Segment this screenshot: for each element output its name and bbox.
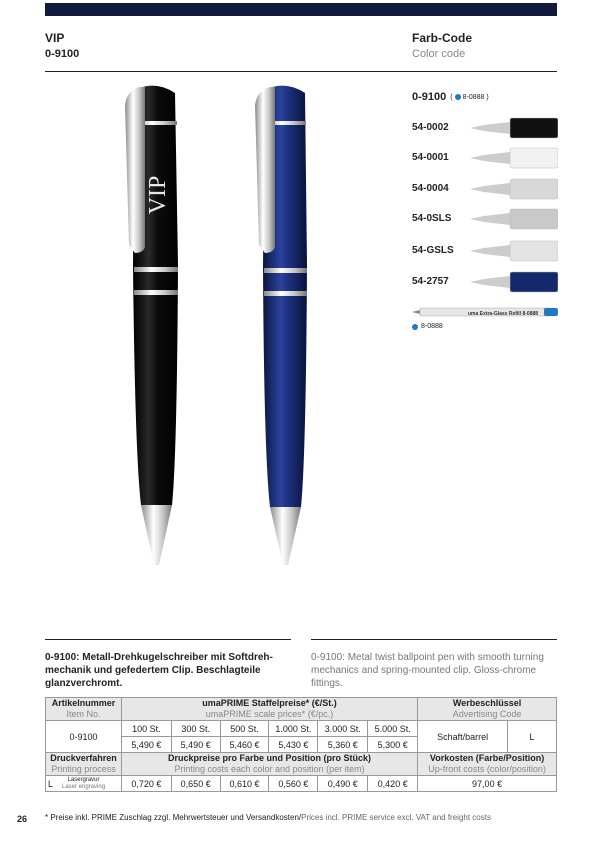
advertising-code: L: [508, 721, 557, 753]
variant-code: 54-0SLS: [412, 213, 452, 224]
advertising-position: Schaft/barrel: [418, 721, 508, 753]
print-price-cell: 0,490 €: [318, 776, 368, 792]
color-variant-row: [412, 146, 558, 170]
setup-cost: 97,00 €: [418, 776, 557, 792]
variant-code: 54-2757: [412, 276, 449, 287]
description-en: 0-9100: Metal twist ballpoint pen with smooth turning mechanics and spring-mounted clip. Gloss-chrome fittings.: [311, 652, 544, 689]
desc-divider-de: [45, 639, 291, 640]
price-table: [45, 697, 557, 792]
color-variant-row: [412, 207, 558, 231]
item-number: 0-9100: [46, 721, 122, 753]
pen-tip-swatch-icon: [470, 239, 558, 263]
header-advertising-code: Werbeschlüssel Advertising Code: [418, 698, 557, 721]
color-code-heading: Farb-Code: [412, 31, 472, 45]
blue-pen: [255, 86, 307, 565]
pens-illustration: [45, 75, 375, 585]
price-cell: 5,490 €: [121, 737, 171, 753]
main-code: 0-9100: [412, 91, 447, 103]
header-printing-costs: Druckpreise pro Farbe und Position (pro Stück) Printing costs each color and position (per item): [121, 753, 417, 776]
swatch-fill: [510, 148, 558, 168]
variant-code: 54-0001: [412, 152, 449, 163]
refill-reference: [412, 323, 443, 330]
quantity-cell: 500 St.: [220, 721, 269, 737]
refill-ref-code: 8-0888: [421, 323, 443, 330]
swatch-fill: [510, 209, 558, 229]
product-image: [45, 75, 375, 585]
color-variant-row: [412, 270, 558, 294]
black-pen: [125, 86, 178, 565]
variant-code: 54-0002: [412, 122, 449, 133]
swatch-fill: [510, 118, 558, 138]
quantity-cell: 3.000 St.: [318, 721, 368, 737]
main-refill-ref: ( 8-0888 ): [450, 93, 489, 101]
swatch-fill: [510, 241, 558, 261]
color-code-subheading: Color code: [412, 48, 466, 60]
top-color-bar: [45, 3, 557, 16]
color-variant-row: [412, 116, 558, 140]
product-code: 0-9100: [45, 48, 80, 60]
header-scale-prices: umaPRIME Staffelpreise* (€/St.) umaPRIME scale prices* (€/pc.): [121, 698, 417, 721]
product-title: VIP: [45, 31, 65, 45]
desc-divider-en: [311, 639, 557, 640]
header-setup-costs: Vorkosten (Farbe/Position) Up-front costs (color/position): [418, 753, 557, 776]
quantity-cell: 5.000 St.: [368, 721, 418, 737]
print-price-cell: 0,420 €: [368, 776, 418, 792]
print-price-cell: 0,720 €: [121, 776, 171, 792]
refill-icon: [412, 305, 558, 319]
pen-tip-swatch-icon: [470, 177, 558, 201]
price-cell: 5,360 €: [318, 737, 368, 753]
color-variant-row: [412, 239, 558, 263]
quantity-cell: 1.000 St.: [269, 721, 318, 737]
header-divider: [45, 71, 557, 72]
quantity-cell: 300 St.: [171, 721, 220, 737]
swatch-fill: [510, 272, 558, 292]
refill-dot-icon: [412, 324, 418, 330]
price-cell: 5,460 €: [220, 737, 269, 753]
price-cell: 5,490 €: [171, 737, 220, 753]
pen-tip-swatch-icon: [470, 146, 558, 170]
print-price-cell: 0,650 €: [171, 776, 220, 792]
header-article: Artikelnummer Item No.: [46, 698, 122, 721]
price-cell: 5,430 €: [269, 737, 318, 753]
page-number: 26: [17, 814, 28, 824]
color-code-main: [412, 91, 489, 103]
swatch-fill: [510, 179, 558, 199]
process-cell: L Lasergravur Laser engraving: [46, 776, 122, 792]
refill-label: uma Extra-Glass Refill 8-0888: [468, 311, 539, 317]
variant-code: 54-0004: [412, 183, 449, 194]
variant-code: 54-GSLS: [412, 245, 454, 256]
pen-tip-swatch-icon: [470, 207, 558, 231]
header-printing-process: Druckverfahren Printing process: [46, 753, 122, 776]
color-variant-row: [412, 177, 558, 201]
footnote: * Preise inkl. PRIME Zuschlag zzgl. Mehrwertsteuer und Versandkosten/Prices incl. PRIME service excl. VAT and freight costs: [45, 813, 491, 822]
price-cell: 5,300 €: [368, 737, 418, 753]
pen-tip-swatch-icon: [470, 270, 558, 294]
print-price-cell: 0,560 €: [269, 776, 318, 792]
quantity-cell: 100 St.: [121, 721, 171, 737]
pen-tip-swatch-icon: [470, 116, 558, 140]
description-de: 0-9100: Metall-Drehkugelschreiber mit Softdreh-mechanik und gefedertem Clip. Beschlagteile glanzverchromt.: [45, 652, 273, 689]
pen-imprint: VIP: [145, 175, 171, 215]
print-price-cell: 0,610 €: [220, 776, 269, 792]
refill-image: [412, 305, 558, 319]
refill-dot-icon: [455, 94, 461, 100]
